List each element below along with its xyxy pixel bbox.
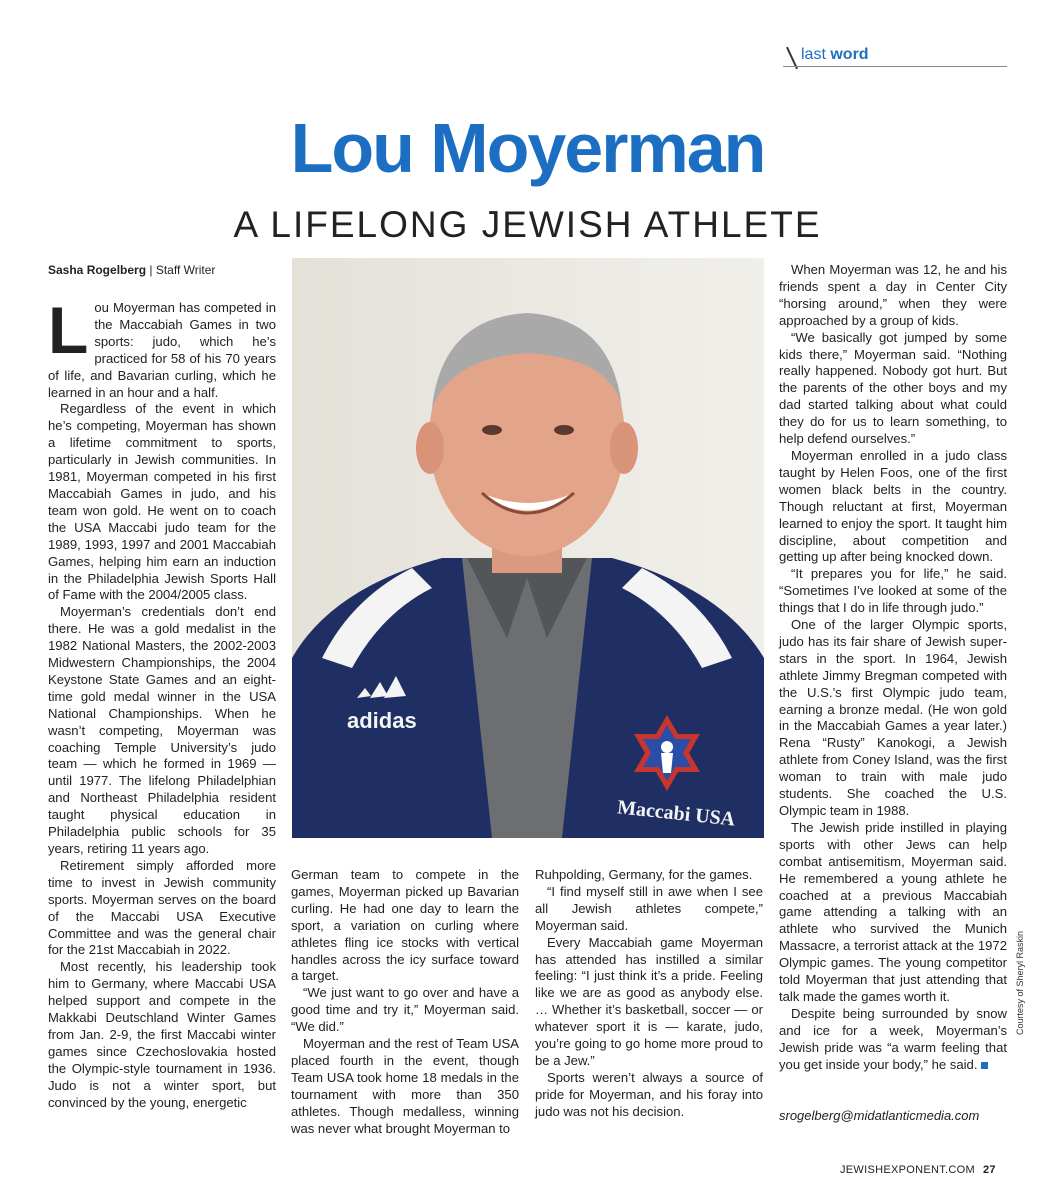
paragraph: Most recently, his leadership took him to Germany, where Maccabi USA helped support and compete in the Makkabi Deutschland Winter Games from Jan. 2-9, the first Maccabi winter games since Czechoslovakia hosted the Olympic-style tournament in 1936. Judo is not a winter sport, but convinced by the young, energetic: [48, 959, 276, 1110]
paragraph: The Jewish pride instilled in playing sports with other Jews can help combat antisemitism, Moyerman said. He remembered a young athlete he coached at a previous Maccabiah game attending a talking with an athlete who survived the Munich Massacre, a terrorist attack at the 1972 Olympic games. The young competitor told Moyerman that just attending that talk made the games worth it.: [779, 819, 1007, 1004]
section-label: [801, 46, 869, 64]
photo-credit: Courtesy of Sheryl Raskin: [1015, 930, 1025, 1035]
end-mark-icon: [981, 1062, 988, 1069]
paragraph-text: ou Moyerman has competed in the Maccabiah Games in two sports: judo, which he’s practiced for 58 of his 70 years of life, and Bavarian curling, which he learned in an hour and a half.: [48, 300, 276, 400]
paragraph: Ruhpolding, Germany, for the games.: [535, 867, 753, 882]
section-label-part1: last: [801, 46, 826, 63]
author-email-link[interactable]: srogelberg@midatlanticmedia.com: [779, 1108, 980, 1123]
article-column-4: [779, 262, 1007, 1074]
paragraph: Moyerman and the rest of Team USA placed fourth in the event, though Team USA took home 18 medals in the tournament with more than 350 athletes. Though medalless, winning was never what brought Moyerman to: [291, 1036, 519, 1136]
paragraph: When Moyerman was 12, he and his friends spent a day in Center City “horsing around,” when they were approached by a group of kids.: [779, 262, 1007, 328]
paragraph: “We just want to go over and have a good time and try it,” Moyerman said. “We did.”: [291, 985, 519, 1035]
byline: [48, 263, 215, 277]
article-title: Lou Moyerman: [290, 109, 765, 187]
portrait-photo: [292, 258, 764, 838]
jacket-brand-text: adidas: [347, 708, 417, 733]
section-tag: [775, 44, 1007, 70]
portrait-illustration: [292, 258, 764, 838]
byline-author: Sasha Rogelberg: [48, 263, 147, 277]
page-footer: [840, 1164, 996, 1176]
paragraph: Every Maccabiah game Moyerman has attended has instilled a similar feeling: “I just think it’s a pride. Feeling like we are as good as anybody else. … Whether it’s basketball, soccer — or whatever sport it is — karate, judo, you’re going to go home more proud to be a Jew.”: [535, 934, 763, 1068]
paragraph: [779, 1006, 1007, 1074]
paragraph: Retirement simply afforded more time to invest in Jewish community sports. Moyerman serves on the board of the Maccabi USA Executive Committee and was the general chair for the 21st Maccabiah in 2022.: [48, 857, 276, 958]
paragraph-text: Despite being surrounded by snow and ice for a week, Moyerman’s Jewish pride was “a warm feeling that you get inside your body,” he said.: [779, 1005, 1007, 1072]
article-column-3: [535, 867, 763, 1121]
paragraph: Moyerman’s credentials don’t end there. He was a gold medalist in the 1982 National Masters, the 2002-2003 Midwestern Championships, the 2004 Keystone State Games and an eight-time gold medal winner in the USA National Championships. When he wasn’t competing, Moyerman was coaching Temple University’s judo team — which he formed in 1969 — until 1977. The lifelong Philadelphian and Northeast Philadelphia resident taught physical education in Philadelphia public schools for 35 years, retiring 11 years ago.: [48, 604, 276, 856]
paragraph: “It prepares you for life,” he said. “Sometimes I’ve looked at some of the things that I do in life through judo.”: [779, 566, 1007, 616]
byline-role: | Staff Writer: [149, 263, 216, 277]
paragraph: “I find myself still in awe when I see all Jewish athletes compete,” Moyerman said.: [535, 883, 763, 933]
paragraph: Regardless of the event in which he’s competing, Moyerman has shown a lifetime commitment to sports, particularly in Jewish communities. In 1981, Moyerman competed in his first Maccabiah Games in judo, and his team won gold. He went on to coach the USA Maccabi judo team for the 1989, 1993, 1997 and 2001 Maccabiah Games, helping him earn an induction in the Philadelphia Jewish Sports Hall of Fame with the 2004/2005 class.: [48, 401, 276, 603]
article-column-1: [48, 293, 276, 1112]
maccabi-logo-text: Maccabi USA: [616, 796, 737, 831]
paragraph: Moyerman enrolled in a judo class taught by Helen Foos, one of the first women black belts in the country. Though reluctant at first, Moyerman learned to enjoy the sport. It taught him discipline, about competition and getting up after being knocked down.: [779, 447, 1007, 565]
paragraph: One of the larger Olympic sports, judo has its fair share of Jewish super-stars in the sport. In 1964, Jewish athlete Jimmy Bregman competed with the U.S.’s first Olympic judo team, earning a bronze medal. (He won gold in the Maccabiah Games a year later.) Rena “Rusty” Kanokogi, a Jewish athlete from Coney Island, was the first woman to train with male judo students. She coached the U.S. Olympic team in 1988.: [779, 617, 1007, 818]
drop-cap: L: [48, 293, 89, 367]
paragraph: “We basically got jumped by some kids there,” Moyerman said. “Nothing really happened. Nobody got hurt. But the parents of the other boys and my dad started talking about what could they do for us to learn something, to help defend ourselves.”: [779, 329, 1007, 447]
paragraph: [48, 293, 276, 401]
page-number: 27: [982, 1164, 996, 1176]
paragraph: Sports weren’t always a source of pride for Moyerman, and his foray into judo was not his decision.: [535, 1069, 763, 1119]
article-column-2: [291, 867, 519, 1138]
article-subtitle: A LIFELONG JEWISH ATHLETE: [233, 204, 822, 245]
footer-site: JEWISHEXPONENT.COM: [840, 1164, 975, 1176]
paragraph: German team to compete in the games, Moyerman picked up Bavarian curling. He had one day to learn the sport, a variation on curling where athletes fling ice stocks with vertical handles across the icy surface toward a target.: [291, 867, 519, 984]
section-label-part2: word: [830, 46, 869, 63]
section-rule: [783, 66, 1007, 67]
